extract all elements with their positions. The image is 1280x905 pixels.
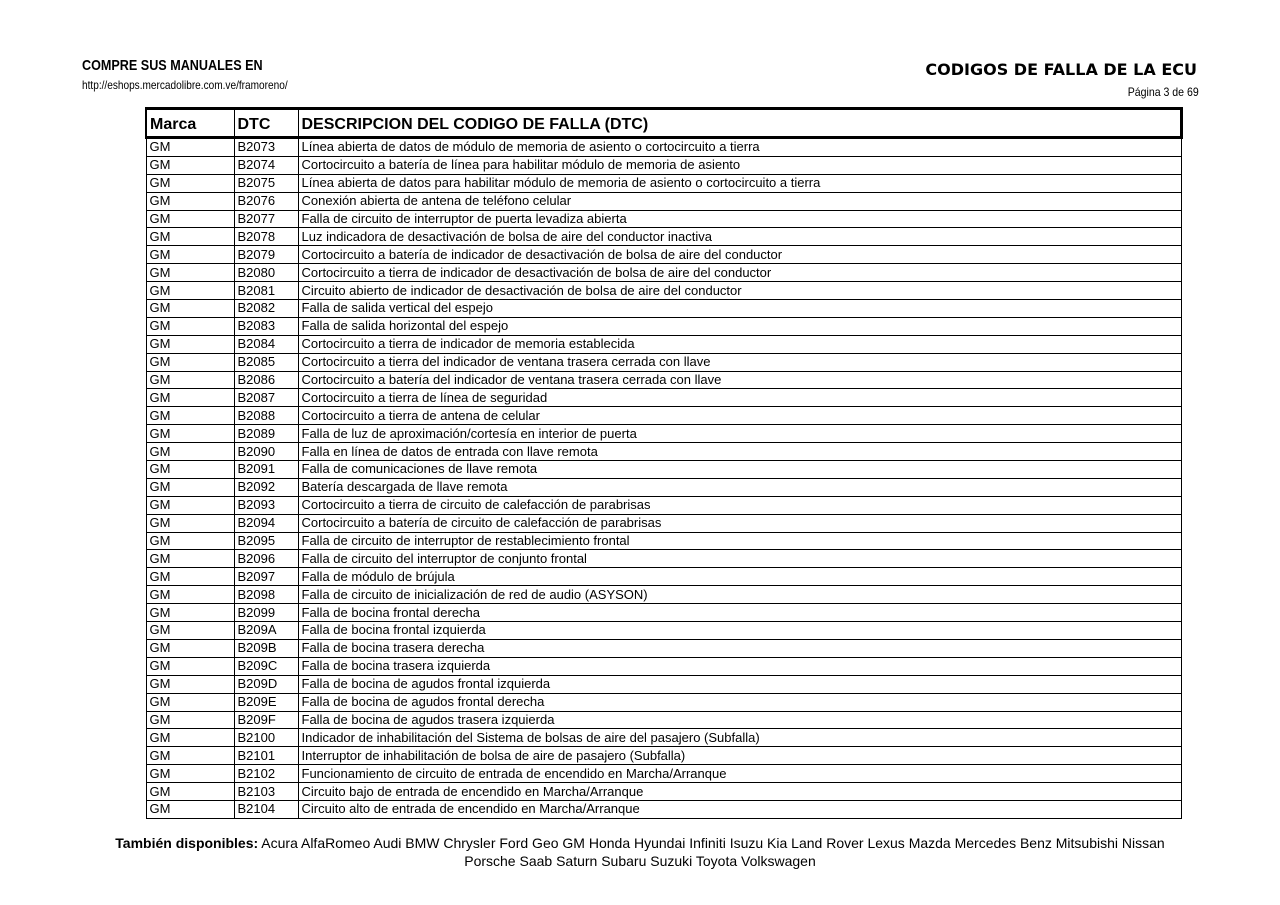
table-row: [146, 729, 1182, 747]
table-row: [146, 353, 1182, 371]
table-row: [146, 783, 1182, 801]
description-cell: Interruptor de inhabilitación de bolsa de aire de pasajero (Subfalla): [298, 747, 1182, 765]
column-header-dtc: DTC: [234, 109, 298, 138]
description-cell: Falla de salida vertical del espejo: [298, 300, 1182, 318]
table-row: [146, 800, 1182, 818]
brand-cell: GM: [146, 622, 234, 640]
table-row: [146, 478, 1182, 496]
table-body: [146, 138, 1182, 819]
brand-cell: GM: [146, 532, 234, 550]
brand-cell: GM: [146, 156, 234, 174]
brand-cell: GM: [146, 282, 234, 300]
brand-cell: GM: [146, 783, 234, 801]
dtc-code-cell: B209B: [234, 639, 298, 657]
brand-cell: GM: [146, 210, 234, 228]
brand-cell: GM: [146, 138, 234, 157]
table-row: [146, 568, 1182, 586]
table-row: [146, 192, 1182, 210]
column-header-marca: Marca: [146, 109, 234, 138]
description-cell: Falla de circuito de interruptor de puerta levadiza abierta: [298, 210, 1182, 228]
description-cell: Cortocircuito a batería del indicador de ventana trasera cerrada con llave: [298, 371, 1182, 389]
description-cell: Luz indicadora de desactivación de bolsa de aire del conductor inactiva: [298, 228, 1182, 246]
brand-cell: GM: [146, 228, 234, 246]
table-row: [146, 639, 1182, 657]
description-cell: Funcionamiento de circuito de entrada de encendido en Marcha/Arranque: [298, 765, 1182, 783]
description-cell: Falla de bocina de agudos frontal derecha: [298, 693, 1182, 711]
description-cell: Falla de bocina frontal izquierda: [298, 622, 1182, 640]
table-row: [146, 246, 1182, 264]
dtc-code-cell: B2101: [234, 747, 298, 765]
table-row: [146, 282, 1182, 300]
table-row: [146, 675, 1182, 693]
dtc-code-cell: B2093: [234, 496, 298, 514]
brand-cell: GM: [146, 389, 234, 407]
dtc-code-cell: B209E: [234, 693, 298, 711]
dtc-code-cell: B2085: [234, 353, 298, 371]
description-cell: Indicador de inhabilitación del Sistema de bolsas de aire del pasajero (Subfalla): [298, 729, 1182, 747]
brand-cell: GM: [146, 729, 234, 747]
dtc-code-cell: B2074: [234, 156, 298, 174]
dtc-code-cell: B2078: [234, 228, 298, 246]
table-row: [146, 693, 1182, 711]
table-row: [146, 389, 1182, 407]
description-cell: Línea abierta de datos de módulo de memoria de asiento o cortocircuito a tierra: [298, 138, 1182, 157]
dtc-code-cell: B2073: [234, 138, 298, 157]
table-row: [146, 586, 1182, 604]
description-cell: Cortocircuito a tierra del indicador de ventana trasera cerrada con llave: [298, 353, 1182, 371]
table-row: [146, 156, 1182, 174]
brand-cell: GM: [146, 443, 234, 461]
description-cell: Conexión abierta de antena de teléfono celular: [298, 192, 1182, 210]
dtc-code-cell: B2091: [234, 461, 298, 479]
dtc-code-cell: B2090: [234, 443, 298, 461]
table-row: [146, 550, 1182, 568]
brand-cell: GM: [146, 657, 234, 675]
brand-cell: GM: [146, 604, 234, 622]
footer-label: También disponibles:: [115, 835, 259, 851]
brand-cell: GM: [146, 174, 234, 192]
table-row: [146, 371, 1182, 389]
description-cell: Falla de bocina de agudos frontal izquierda: [298, 675, 1182, 693]
description-cell: Circuito alto de entrada de encendido en Marcha/Arranque: [298, 800, 1182, 818]
description-cell: Línea abierta de datos para habilitar módulo de memoria de asiento o cortocircuito a tierra: [298, 174, 1182, 192]
brand-cell: GM: [146, 765, 234, 783]
description-cell: Cortocircuito a tierra de indicador de desactivación de bolsa de aire del conductor: [298, 264, 1182, 282]
brand-cell: GM: [146, 478, 234, 496]
dtc-code-cell: B2099: [234, 604, 298, 622]
brand-cell: GM: [146, 711, 234, 729]
dtc-code-cell: B2086: [234, 371, 298, 389]
brand-cell: GM: [146, 300, 234, 318]
brand-cell: GM: [146, 246, 234, 264]
dtc-code-cell: B209D: [234, 675, 298, 693]
description-cell: Falla de circuito del interruptor de conjunto frontal: [298, 550, 1182, 568]
dtc-code-cell: B2103: [234, 783, 298, 801]
dtc-code-cell: B2083: [234, 317, 298, 335]
brand-cell: GM: [146, 568, 234, 586]
dtc-table: [145, 107, 1183, 819]
dtc-code-cell: B2087: [234, 389, 298, 407]
dtc-code-cell: B2089: [234, 425, 298, 443]
dtc-code-cell: B2104: [234, 800, 298, 818]
dtc-code-cell: B2075: [234, 174, 298, 192]
dtc-code-cell: B2084: [234, 335, 298, 353]
dtc-code-cell: B2094: [234, 514, 298, 532]
footer-available-brands: [90, 834, 1190, 870]
description-cell: Falla de comunicaciones de llave remota: [298, 461, 1182, 479]
dtc-code-cell: B2077: [234, 210, 298, 228]
store-heading: COMPRE SUS MANUALES EN: [82, 57, 263, 74]
brand-cell: GM: [146, 335, 234, 353]
document-title: CODIGOS DE FALLA DE LA ECU: [925, 60, 1197, 79]
table-row: [146, 138, 1182, 157]
table-row: [146, 335, 1182, 353]
table-row: [146, 765, 1182, 783]
table-row: [146, 747, 1182, 765]
brand-cell: GM: [146, 514, 234, 532]
table-row: [146, 443, 1182, 461]
column-header-description: DESCRIPCION DEL CODIGO DE FALLA (DTC): [298, 109, 1182, 138]
description-cell: Falla de bocina trasera izquierda: [298, 657, 1182, 675]
brand-cell: GM: [146, 800, 234, 818]
dtc-code-cell: B2088: [234, 407, 298, 425]
table-row: [146, 210, 1182, 228]
brand-cell: GM: [146, 192, 234, 210]
brand-cell: GM: [146, 675, 234, 693]
dtc-code-cell: B2098: [234, 586, 298, 604]
dtc-code-cell: B2092: [234, 478, 298, 496]
dtc-code-cell: B2100: [234, 729, 298, 747]
brand-cell: GM: [146, 639, 234, 657]
brand-cell: GM: [146, 461, 234, 479]
table-row: [146, 425, 1182, 443]
description-cell: Circuito bajo de entrada de encendido en Marcha/Arranque: [298, 783, 1182, 801]
dtc-code-cell: B2082: [234, 300, 298, 318]
description-cell: Cortocircuito a batería de circuito de calefacción de parabrisas: [298, 514, 1182, 532]
page-number: Página 3 de 69: [1127, 85, 1199, 99]
dtc-code-cell: B2095: [234, 532, 298, 550]
table-row: [146, 622, 1182, 640]
table-row: [146, 496, 1182, 514]
description-cell: Cortocircuito a tierra de antena de celular: [298, 407, 1182, 425]
description-cell: Falla de bocina de agudos trasera izquierda: [298, 711, 1182, 729]
table-row: [146, 711, 1182, 729]
dtc-code-cell: B2076: [234, 192, 298, 210]
description-cell: Circuito abierto de indicador de desactivación de bolsa de aire del conductor: [298, 282, 1182, 300]
description-cell: Cortocircuito a tierra de línea de seguridad: [298, 389, 1182, 407]
dtc-code-cell: B209F: [234, 711, 298, 729]
brand-cell: GM: [146, 693, 234, 711]
description-cell: Falla de circuito de interruptor de restablecimiento frontal: [298, 532, 1182, 550]
table-row: [146, 264, 1182, 282]
brand-cell: GM: [146, 371, 234, 389]
dtc-code-cell: B209C: [234, 657, 298, 675]
table-row: [146, 514, 1182, 532]
description-cell: Cortocircuito a tierra de circuito de calefacción de parabrisas: [298, 496, 1182, 514]
description-cell: Falla de circuito de inicialización de red de audio (ASYSON): [298, 586, 1182, 604]
description-cell: Falla de módulo de brújula: [298, 568, 1182, 586]
dtc-code-cell: B2102: [234, 765, 298, 783]
dtc-code-cell: B2096: [234, 550, 298, 568]
table-row: [146, 300, 1182, 318]
brand-cell: GM: [146, 747, 234, 765]
table-row: [146, 657, 1182, 675]
table-row: [146, 461, 1182, 479]
brand-cell: GM: [146, 425, 234, 443]
table-row: [146, 317, 1182, 335]
table-row: [146, 604, 1182, 622]
description-cell: Falla de bocina frontal derecha: [298, 604, 1182, 622]
description-cell: Falla de luz de aproximación/cortesía en interior de puerta: [298, 425, 1182, 443]
footer-brands-line1: Acura AlfaRomeo Audi BMW Chrysler Ford Geo GM Honda Hyundai Infiniti Isuzu Kia Land Rover Lexus Mazda Mercedes Benz Mitsubishi Nissan: [261, 835, 1165, 851]
description-cell: Falla de salida horizontal del espejo: [298, 317, 1182, 335]
dtc-code-cell: B2079: [234, 246, 298, 264]
description-cell: Cortocircuito a batería de línea para habilitar módulo de memoria de asiento: [298, 156, 1182, 174]
table-row: [146, 532, 1182, 550]
dtc-code-cell: B209A: [234, 622, 298, 640]
description-cell: Falla de bocina trasera derecha: [298, 639, 1182, 657]
description-cell: Cortocircuito a tierra de indicador de memoria establecida: [298, 335, 1182, 353]
dtc-code-cell: B2097: [234, 568, 298, 586]
description-cell: Falla en línea de datos de entrada con llave remota: [298, 443, 1182, 461]
store-url[interactable]: http://eshops.mercadolibre.com.ve/framoreno/: [82, 78, 288, 92]
brand-cell: GM: [146, 496, 234, 514]
brand-cell: GM: [146, 317, 234, 335]
brand-cell: GM: [146, 264, 234, 282]
description-cell: Batería descargada de llave remota: [298, 478, 1182, 496]
table-row: [146, 174, 1182, 192]
footer-brands-line2: Porsche Saab Saturn Subaru Suzuki Toyota Volkswagen: [464, 853, 816, 869]
table-row: [146, 228, 1182, 246]
brand-cell: GM: [146, 550, 234, 568]
brand-cell: GM: [146, 353, 234, 371]
table-header-row: [146, 109, 1182, 138]
table-row: [146, 407, 1182, 425]
description-cell: Cortocircuito a batería de indicador de desactivación de bolsa de aire del conductor: [298, 246, 1182, 264]
dtc-code-cell: B2080: [234, 264, 298, 282]
brand-cell: GM: [146, 586, 234, 604]
dtc-code-cell: B2081: [234, 282, 298, 300]
brand-cell: GM: [146, 407, 234, 425]
